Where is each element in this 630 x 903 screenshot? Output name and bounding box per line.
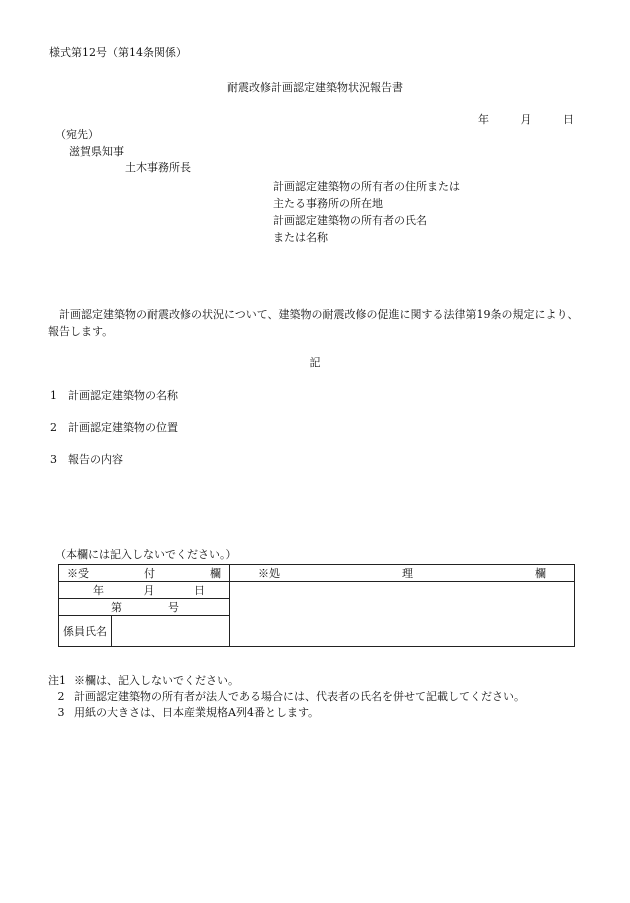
date-line [478,113,574,127]
owner-line-4: または名称 [273,231,328,244]
staff-name-cell [112,616,230,647]
processing-area [230,582,575,647]
date-day: 日 [563,113,574,126]
item-building-name [50,389,178,403]
owner-block [273,178,460,246]
staff-name-label: 係員氏名 [59,616,112,647]
owner-line-2: 主たる事務所の所在地 [273,197,383,210]
receipt-column-header: ※受 付 欄 [59,565,230,582]
item-number: 2 [50,421,57,434]
addressee-office: 土木事務所長 [125,161,191,174]
note-2: 2 計画認定建築物の所有者が法人である場合には、代表者の氏名を併せて記載してください。 [57,690,525,703]
addressee-governor: 滋賀県知事 [69,145,124,158]
item-label: 計画認定建築物の位置 [68,421,178,434]
item-number: 1 [50,389,57,402]
office-use-table [58,564,575,647]
ki-heading: 記 [309,356,321,369]
notes-block [48,673,525,721]
receipt-number-cell: 第 号 [59,599,230,616]
addressee-label: （宛先） [55,128,99,141]
receipt-date-cell: 年 月 日 [59,582,230,599]
processing-column-header: ※処 理 欄 [230,565,575,582]
report-body-text: 計画認定建築物の耐震改修の状況について、建築物の耐震改修の促進に関する法律第19条の規定により、報告します。 [48,308,579,338]
item-label: 計画認定建築物の名称 [68,389,178,402]
item-label: 報告の内容 [68,453,123,466]
item-report-content [50,453,123,467]
owner-line-3: 計画認定建築物の所有者の氏名 [273,214,427,227]
office-use-note: （本欄には記入しないでください。） [55,548,237,561]
form-number: 様式第12号（第14条関係） [49,46,187,59]
date-year: 年 [478,113,489,126]
document-title: 耐震改修計画認定建築物状況報告書 [227,81,403,94]
item-building-location [50,421,178,435]
owner-line-1: 計画認定建築物の所有者の住所または [273,180,460,193]
note-1: 注1 ※欄は、記入しないでください。 [48,674,239,687]
item-number: 3 [50,453,57,466]
note-3: 3 用紙の大きさは、日本産業規格A列4番とします。 [57,706,320,719]
date-month: 月 [520,113,532,126]
